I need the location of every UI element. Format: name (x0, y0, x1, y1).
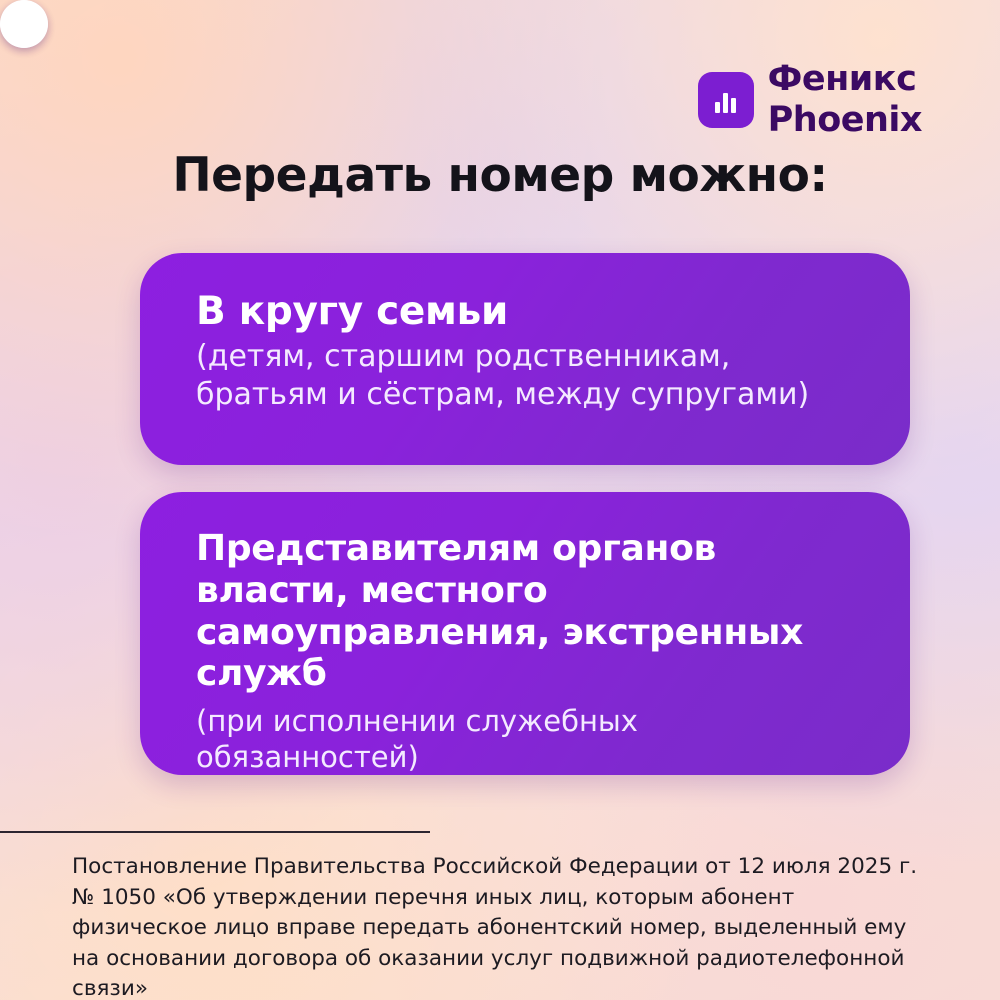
brand-logo (698, 59, 922, 140)
bullet-dot-2 (0, 0, 48, 48)
info-card-family-subtitle: (детям, старшим родственникам, братьям и сёстрам, между супругами) (196, 339, 810, 412)
info-card-family-title: В кругу семьи (196, 289, 509, 334)
brand-name-ru: Феникс (767, 59, 917, 99)
bar-chart-bars (715, 91, 736, 113)
bar-chart-icon (698, 72, 754, 128)
brand-wordmark (767, 59, 922, 140)
info-card-family (140, 253, 910, 465)
info-card-authorities-title: Представителям органов власти, местного самоуправления, экстренных служб (196, 528, 804, 695)
info-card-authorities (140, 492, 910, 775)
footnote-divider (0, 831, 430, 833)
brand-name-en: Phoenix (767, 100, 922, 140)
info-card-authorities-subtitle: (при исполнении служебных обязанностей) (196, 704, 638, 775)
page-title: Передать номер можно: (172, 148, 828, 203)
footnote-text: Постановление Правительства Российской Федерации от 12 июля 2025 г. № 1050 «Об утверждении перечня иных лиц, которым абонент физическое лицо вправе передать абонентский номер, выделенный ему на основании договора об оказании услуг подвижной радиотелефонной связи» (72, 854, 918, 1000)
